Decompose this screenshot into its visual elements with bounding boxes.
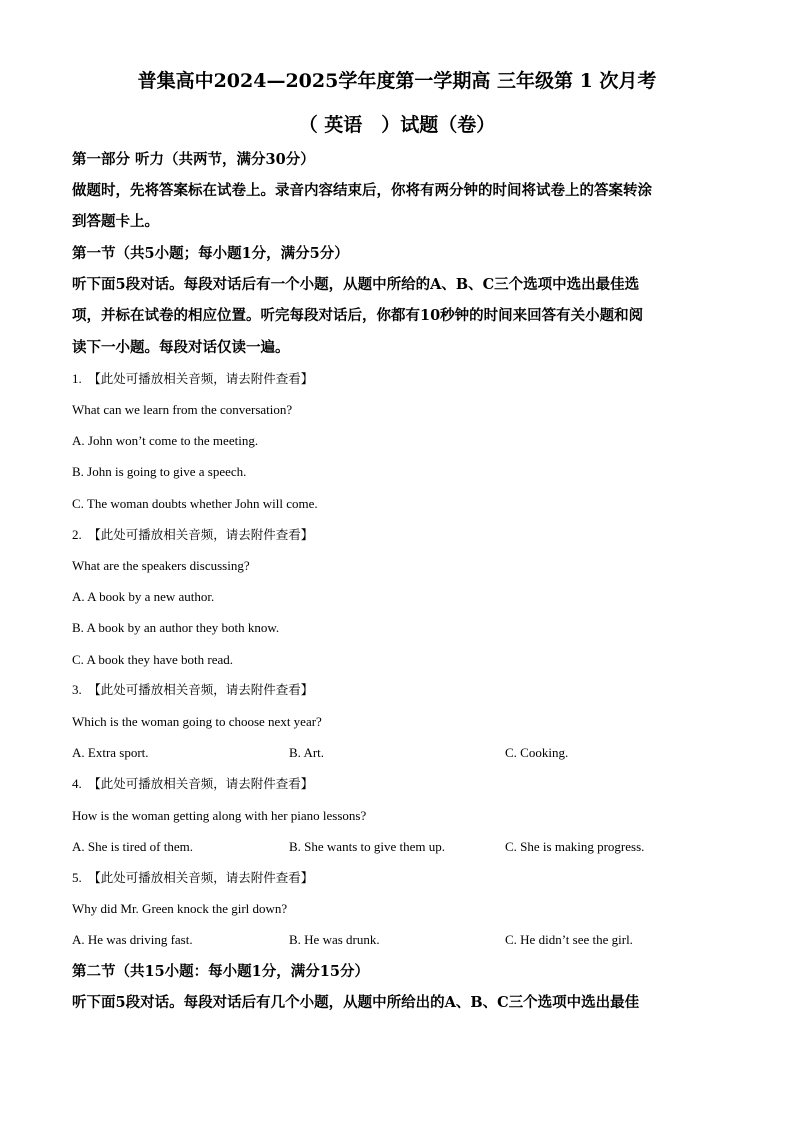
question-1-option-a: A. John won’t come to the meeting.	[72, 433, 259, 448]
question-1-header	[72, 370, 313, 388]
question-4-header	[72, 775, 313, 793]
question-3-option-b: B. Art.	[289, 745, 325, 760]
question-2-option-c: C. A book they have both read.	[72, 652, 234, 667]
question-number: 2.	[72, 527, 82, 542]
question-3-option-c: C. Cooking.	[505, 745, 569, 760]
question-4-stem: How is the woman getting along with her piano lessons?	[72, 808, 367, 823]
exam-title-line1: 普集高中2024—2025学年度第一学期高 三年级第 1 次月考	[137, 70, 657, 92]
audio-placeholder-link[interactable]: 【此处可播放相关音频，请去附件查看】	[88, 870, 314, 885]
question-5-stem: Why did Mr. Green knock the girl down?	[72, 901, 288, 916]
audio-placeholder-link[interactable]: 【此处可播放相关音频，请去附件查看】	[88, 682, 314, 697]
question-4-option-a: A. She is tired of them.	[72, 839, 193, 854]
question-number: 5.	[72, 870, 82, 885]
question-5-option-c: C. He didn’t see the girl.	[505, 932, 633, 947]
question-3-option-a: A. Extra sport.	[72, 745, 149, 760]
section1-instruction-line3: 读下一小题。每段对话仅读一遍。	[72, 339, 290, 356]
question-1-stem: What can we learn from the conversation?	[72, 402, 293, 417]
part1-instruction-line2: 到答题卡上。	[72, 213, 159, 230]
audio-placeholder-link[interactable]: 【此处可播放相关音频，请去附件查看】	[88, 776, 314, 791]
question-number: 3.	[72, 682, 82, 697]
audio-placeholder-link[interactable]: 【此处可播放相关音频，请去附件查看】	[88, 527, 314, 542]
question-number: 1.	[72, 371, 82, 386]
question-number: 4.	[72, 776, 82, 791]
part1-instruction-line1: 做题时，先将答案标在试卷上。录音内容结束后，你将有两分钟的时间将试卷上的答案转涂	[72, 182, 652, 199]
question-4-option-b: B. She wants to give them up.	[289, 839, 445, 854]
question-3-stem: Which is the woman going to choose next year?	[72, 714, 322, 729]
audio-placeholder-link[interactable]: 【此处可播放相关音频，请去附件查看】	[88, 371, 314, 386]
section1-instruction-line1: 听下面5段对话。每段对话后有一个小题，从题中所给的A、B、C三个选项中选出最佳选	[72, 276, 640, 293]
question-4-option-c: C. She is making progress.	[505, 839, 645, 854]
question-2-header	[72, 526, 313, 544]
section1-heading: 第一节（共5小题；每小题1分，满分5分）	[72, 245, 349, 262]
question-1-option-b: B. John is going to give a speech.	[72, 464, 247, 479]
question-3-header	[72, 681, 313, 699]
question-2-stem: What are the speakers discussing?	[72, 558, 250, 573]
exam-title-line2: （ 英语 ）试题（卷）	[298, 114, 496, 136]
part1-heading: 第一部分 听力（共两节，满分30分）	[72, 151, 315, 168]
question-5-option-a: A. He was driving fast.	[72, 932, 193, 947]
section2-heading: 第二节（共15小题：每小题1分，满分15分）	[72, 963, 369, 980]
question-5-header	[72, 869, 313, 887]
question-1-option-c: C. The woman doubts whether John will come.	[72, 496, 318, 511]
question-2-option-a: A. A book by a new author.	[72, 589, 215, 604]
section2-instruction-line1: 听下面5段对话。每段对话后有几个小题，从题中所给出的A、B、C三个选项中选出最佳	[72, 994, 640, 1011]
question-2-option-b: B. A book by an author they both know.	[72, 620, 280, 635]
section1-instruction-line2: 项，并标在试卷的相应位置。听完每段对话后，你都有10秒钟的时间来回答有关小题和阅	[72, 307, 644, 324]
question-5-option-b: B. He was drunk.	[289, 932, 380, 947]
